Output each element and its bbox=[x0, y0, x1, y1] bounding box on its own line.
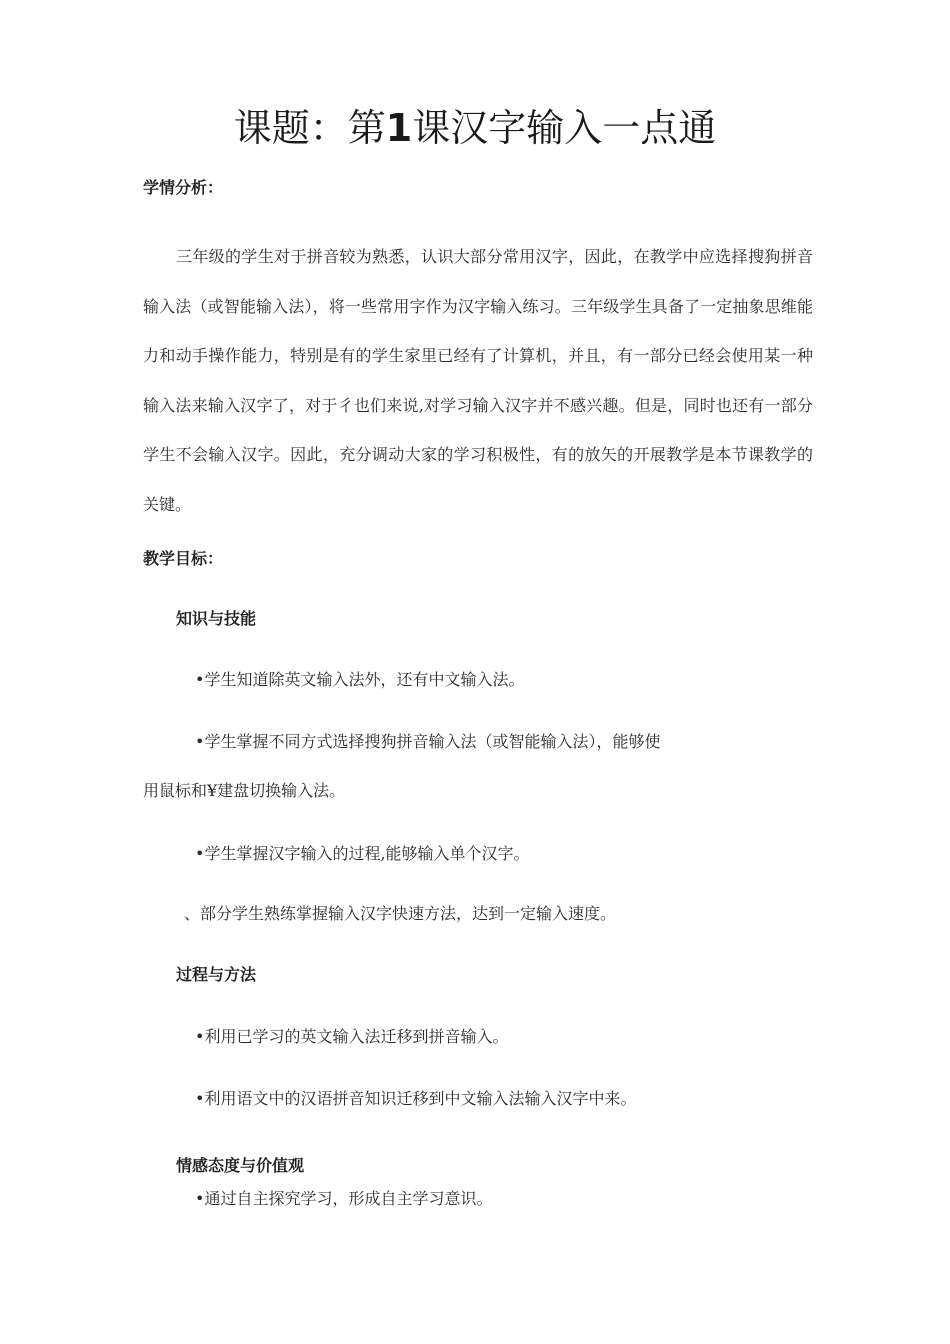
emotion-values-heading: 情感态度与价值观 bbox=[176, 1156, 305, 1175]
process-item-1: •利用已学习的英文输入法迁移到拼音输入。 bbox=[195, 1027, 509, 1046]
title-suffix: 课汉字输入一点通 bbox=[412, 106, 717, 150]
knowledge-skills-heading: 知识与技能 bbox=[176, 609, 257, 628]
process-item-2: •利用语文中的汉语拼音知识迁移到中文输入法输入汉字中来。 bbox=[195, 1089, 637, 1108]
analysis-heading: 学情分析： bbox=[143, 178, 224, 197]
analysis-paragraph: 三年级的学生对于拼音较为熟悉，认识大部分常用汉字，因此，在教学中应选择搜狗拼音输入法（或智能输入法），将一些常用字作为汉字输入练习。三年级学生具备了一定抽象思维能力和动手操作能力，特别是有的学生家里已经有了计算机，并且，有一部分已经会使用某一种输入法来输入汉字了，对于彳也们来说,对学习输入汉字并不感兴趣。但是，同时也还有一部分学生不会输入汉字。因此，充分调动大家的学习积极性，有的放矢的开展教学是本节课教学的关键。 bbox=[143, 247, 813, 514]
title-lesson-number: 1 bbox=[385, 106, 413, 150]
knowledge-item-4: 、部分学生熟练掌握输入汉字快速方法，达到一定输入速度。 bbox=[184, 904, 617, 923]
title-prefix: 课题：第 bbox=[233, 106, 386, 150]
knowledge-item-2-line-1: •学生掌握不同方式选择搜狗拼音输入法（或智能输入法），能够使 bbox=[195, 732, 661, 751]
knowledge-item-1: •学生知道除英文输入法外，还有中文输入法。 bbox=[195, 670, 525, 689]
knowledge-item-3: •学生掌握汉字输入的过程,能够输入单个汉字。 bbox=[195, 844, 530, 863]
page-title bbox=[0, 100, 950, 156]
process-methods-heading: 过程与方法 bbox=[176, 965, 257, 984]
emotion-item-1: •通过自主探究学习，形成自主学习意识。 bbox=[195, 1189, 493, 1208]
knowledge-item-2-line-2: 用鼠标和¥建盘切换输入法。 bbox=[143, 781, 346, 800]
goals-heading: 教学目标： bbox=[143, 549, 224, 568]
